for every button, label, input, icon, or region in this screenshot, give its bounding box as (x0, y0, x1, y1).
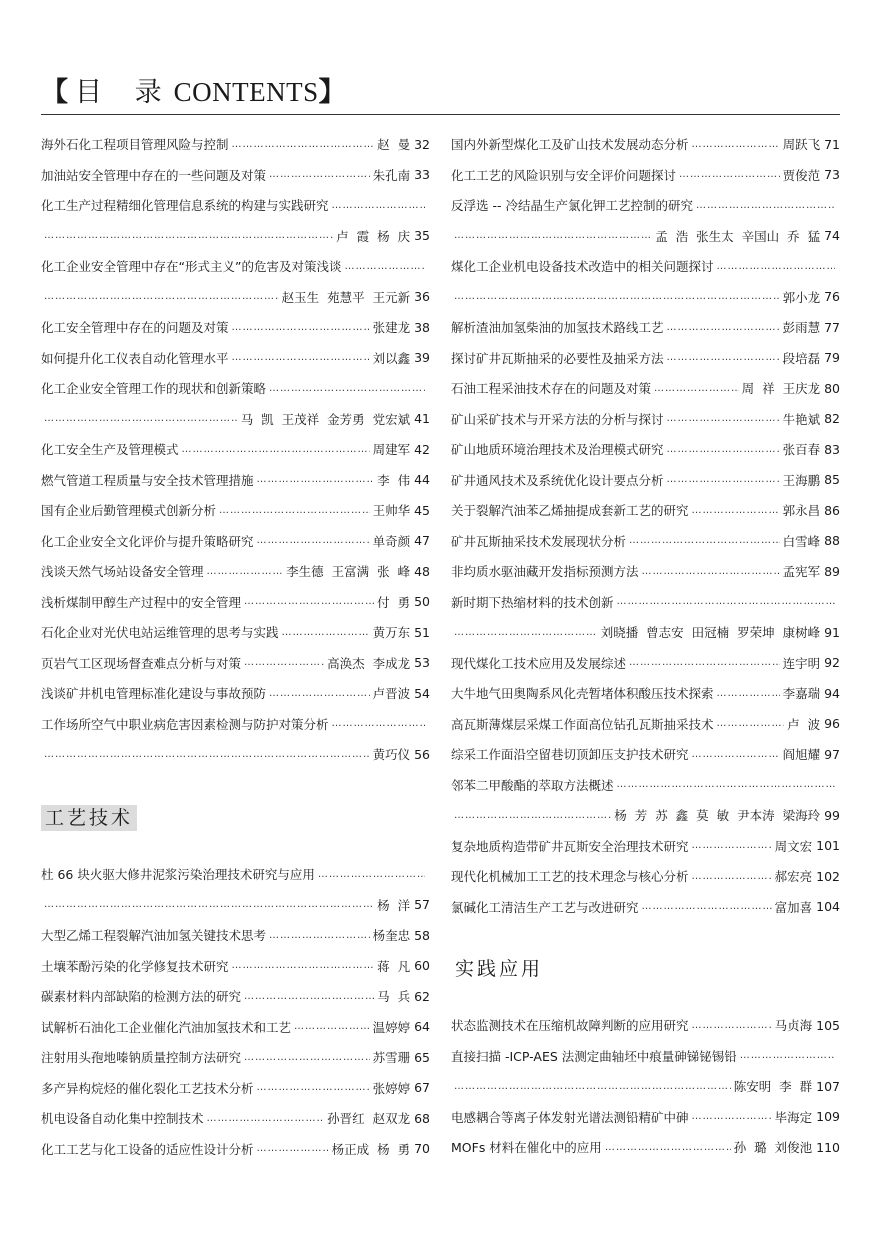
entry-page: 53 (414, 655, 430, 670)
leader-dots (667, 474, 780, 485)
entry-title: 加油站安全管理中存在的一些问题及对策 (41, 167, 267, 183)
toc-entry[interactable] (451, 256, 840, 276)
leader-dots (282, 627, 370, 638)
entry-authors: 王帅华 (372, 503, 411, 518)
entry-authors: 刘晓播 曾志安 田冠楠 罗荣坤 康树峰 (600, 625, 821, 640)
leader-dots (696, 200, 835, 211)
leader-dots (692, 1020, 772, 1031)
leader-dots (257, 1143, 329, 1154)
entry-authors: 苏雪珊 (372, 1050, 411, 1065)
entry-title: 化工工艺与化工设备的适应性设计分析 (41, 1141, 254, 1157)
leader-dots (642, 566, 780, 577)
entry-page: 105 (816, 1017, 840, 1033)
entry-title: 矿山采矿技术与开采方法的分析与探讨 (451, 411, 664, 427)
leader-dots (44, 291, 279, 302)
entry-title: 直接扫描 -ICP-AES 法测定曲轴坯中痕量砷锑铋锡铅 (451, 1048, 737, 1064)
leader-dots (679, 169, 780, 180)
toc-entry[interactable] (451, 470, 840, 490)
leader-dots (182, 444, 370, 455)
entry-page: 51 (414, 624, 430, 640)
entry-title: 大型乙烯工程裂解汽油加氢关键技术思考 (41, 928, 267, 943)
toc-entry[interactable] (41, 895, 430, 915)
entry-page: 54 (414, 685, 430, 701)
entry-title: 反浮选 -- 冷结晶生产氯化钾工艺控制的研究 (451, 198, 693, 213)
entry-authors: 黄巧仪 (372, 747, 411, 762)
entry-authors: 贾俊范 (782, 167, 821, 183)
entry-title: 综采工作面沿空留巷切顶卸压支护技术研究 (451, 747, 689, 762)
entry-title: 碳素材料内部缺陷的检测方法的研究 (41, 989, 242, 1004)
toc-entry[interactable] (41, 500, 430, 520)
entry-authors: 富加喜 (774, 899, 813, 915)
title-bracket-close: 】 (318, 77, 347, 108)
toc-entry[interactable] (41, 1078, 430, 1098)
entry-page: 35 (414, 228, 430, 243)
leader-dots (740, 1050, 835, 1061)
toc-entry[interactable] (41, 986, 430, 1006)
entry-authors: 李生德 王富满 张 峰 (286, 564, 411, 579)
toc-entry[interactable] (41, 165, 430, 185)
leader-dots (269, 930, 370, 941)
entry-authors: 周 祥 王庆龙 (741, 381, 821, 396)
leader-dots (692, 505, 780, 516)
toc-entry[interactable] (451, 134, 840, 154)
entry-title: 关于裂解汽油苯乙烯抽提成套新工艺的研究 (451, 503, 689, 518)
entry-title: 煤化工企业机电设备技术改造中的相关问题探讨 (451, 259, 714, 274)
entry-page: 88 (824, 533, 840, 548)
entry-title: 非均质水驱油藏开发指标预测方法 (451, 564, 639, 579)
entry-authors: 周跃飞 (782, 137, 821, 152)
entry-authors: 高涣杰 李成龙 (327, 655, 411, 671)
entry-title: 燃气管道工程质量与安全技术管理措施 (41, 472, 254, 488)
entry-page: 67 (414, 1080, 430, 1095)
leader-dots (44, 899, 374, 910)
entry-title: 高瓦斯薄煤层采煤工作面高位钻孔瓦斯抽采技术 (451, 716, 714, 732)
toc-entry[interactable] (41, 1017, 430, 1037)
toc-header (41, 68, 840, 115)
toc-entry[interactable] (451, 775, 840, 795)
entry-title: 探讨矿井瓦斯抽采的必要性及抽采方法 (451, 350, 664, 366)
entry-page: 42 (414, 441, 430, 457)
entry-page: 58 (414, 927, 430, 943)
entry-authors: 王海鹏 (782, 472, 821, 488)
entry-authors: 毕海定 (774, 1109, 813, 1125)
entry-authors: 马 兵 (377, 989, 411, 1004)
entry-title: 氯碱化工清洁生产工艺与改进研究 (451, 899, 639, 915)
entry-title: 多产异构烷烃的催化裂化工艺技术分析 (41, 1080, 254, 1096)
leader-dots (692, 139, 780, 150)
entry-authors: 黄万东 (372, 625, 411, 640)
entry-page: 41 (414, 411, 430, 426)
leader-dots (717, 261, 835, 272)
toc-entry[interactable] (451, 1107, 840, 1127)
entry-authors: 孙晋红 赵双龙 (327, 1111, 411, 1126)
leader-dots (244, 596, 374, 607)
entry-page: 94 (824, 685, 840, 701)
page-title (41, 70, 347, 109)
entry-authors: 杨 洋 (377, 897, 411, 913)
leader-dots (44, 230, 333, 241)
toc-entry[interactable] (451, 897, 840, 917)
toc-entry[interactable] (41, 439, 430, 459)
leader-dots (207, 1113, 325, 1124)
leader-dots (629, 535, 780, 546)
entry-authors: 付 勇 (377, 594, 411, 610)
toc-entry[interactable] (41, 531, 430, 551)
toc-entry[interactable] (41, 1047, 430, 1067)
toc-entry[interactable] (451, 683, 840, 703)
entry-title: 化工企业安全文化评价与提升策略研究 (41, 533, 254, 549)
leader-dots (269, 169, 370, 180)
section-heading-gongyi: 工艺技术 (41, 805, 137, 831)
entry-page: 82 (824, 411, 840, 426)
toc-entry[interactable] (41, 287, 430, 307)
entry-authors: 孟宪军 (782, 564, 821, 579)
leader-dots (332, 718, 425, 729)
leader-dots (667, 352, 780, 363)
entry-authors: 朱孔南 (372, 167, 411, 183)
leader-dots (617, 779, 835, 790)
entry-page: 45 (414, 502, 430, 518)
leader-dots (244, 991, 374, 1002)
entry-title: 试解析石油化工企业催化汽油加氢技术和工艺 (41, 1019, 292, 1035)
leader-dots (629, 657, 780, 668)
entry-title: 机电设备自动化集中控制技术 (41, 1111, 204, 1126)
entry-page: 104 (816, 899, 840, 914)
entry-page: 101 (816, 838, 840, 853)
toc-entry[interactable] (41, 1108, 430, 1128)
entry-authors: 杨奎忠 (372, 928, 411, 943)
entry-page: 79 (824, 350, 840, 365)
entry-title: 页岩气工区现场督查难点分析与对策 (41, 655, 242, 671)
toc-entry[interactable] (41, 592, 430, 612)
toc-entry[interactable] (451, 1076, 840, 1096)
entry-page: 71 (824, 136, 840, 152)
leader-dots (44, 749, 370, 760)
toc-entry[interactable] (451, 1046, 840, 1066)
leader-dots (318, 869, 425, 880)
toc-entry[interactable] (451, 836, 840, 856)
leader-dots (667, 413, 780, 424)
leader-dots (605, 1142, 731, 1153)
entry-authors: 杨 芳 苏 鑫 莫 敏 尹本涛 梁海玲 (614, 808, 821, 823)
entry-page: 83 (824, 441, 840, 457)
entry-authors: 李 伟 (377, 472, 411, 488)
leader-dots (454, 1081, 731, 1092)
toc-entry[interactable] (451, 531, 840, 551)
entry-title: 化工企业安全管理中存在“形式主义”的危害及对策浅谈 (41, 259, 342, 274)
toc-entry[interactable] (451, 592, 840, 612)
entry-page: 33 (414, 167, 430, 182)
leader-dots (244, 1052, 370, 1063)
entry-page: 107 (816, 1078, 840, 1094)
toc-entry[interactable] (41, 744, 430, 764)
leader-dots (717, 718, 785, 729)
entry-authors: 马 凯 王茂祥 金芳勇 党宏斌 (240, 411, 411, 427)
entry-authors: 连宇明 (782, 655, 821, 671)
entry-page: 85 (824, 472, 840, 487)
entry-page: 48 (414, 563, 430, 579)
toc-entry[interactable] (451, 165, 840, 185)
entry-authors: 蒋 凡 (377, 958, 411, 974)
leader-dots (244, 657, 324, 668)
entry-page: 109 (816, 1109, 840, 1124)
entry-authors: 周建军 (372, 442, 411, 457)
toc-entry[interactable] (451, 378, 840, 398)
toc-entry[interactable] (451, 287, 840, 307)
entry-title: 如何提升化工仪表自动化管理水平 (41, 350, 229, 366)
entry-page: 56 (414, 746, 430, 762)
toc-entry[interactable] (41, 561, 430, 581)
entry-page: 86 (824, 502, 840, 518)
toc-entry[interactable] (451, 348, 840, 368)
entry-authors: 赵玉生 苑慧平 王元新 (281, 289, 411, 305)
leader-dots (207, 566, 284, 577)
entry-authors: 张婷婷 (372, 1080, 411, 1096)
leader-dots (717, 688, 780, 699)
entry-authors: 孟 浩 张生太 辛国山 乔 猛 (655, 228, 821, 244)
entry-page: 92 (824, 655, 840, 670)
toc-entry[interactable] (451, 561, 840, 581)
toc-entry[interactable] (451, 317, 840, 337)
entry-title: 工作场所空气中职业病危害因素检测与防护对策分析 (41, 716, 329, 732)
leader-dots (667, 444, 780, 455)
entry-title: 解析渣油加氢柴油的加氢技术路线工艺 (451, 320, 664, 335)
toc-entry[interactable] (41, 134, 430, 154)
toc-entry[interactable] (41, 683, 430, 703)
toc-entry[interactable] (451, 439, 840, 459)
entry-title: 状态监测技术在压缩机故障判断的应用研究 (451, 1018, 689, 1033)
toc-entry[interactable] (451, 805, 840, 825)
entry-title: 化工生产过程精细化管理信息系统的构建与实践研究 (41, 198, 329, 213)
entry-title: 土壤苯酚污染的化学修复技术研究 (41, 958, 229, 974)
entry-title: 大牛地气田奥陶系风化壳暂堵体积酸压技术探索 (451, 686, 714, 701)
leader-dots (454, 810, 611, 821)
leader-dots (692, 840, 772, 851)
leader-dots (332, 200, 425, 211)
entry-title: 化工安全生产及管理模式 (41, 442, 179, 457)
entry-page: 60 (414, 958, 430, 973)
entry-title: 国有企业后勤管理模式创新分析 (41, 503, 217, 518)
entry-page: 38 (414, 319, 430, 335)
entry-page: 74 (824, 228, 840, 243)
entry-authors: 马贞海 (774, 1018, 813, 1033)
toc-entry[interactable] (41, 195, 430, 215)
entry-title: 浅析煤制甲醇生产过程中的安全管理 (41, 594, 242, 610)
leader-dots (454, 627, 598, 638)
leader-dots (654, 383, 739, 394)
entry-page: 65 (414, 1049, 430, 1065)
entry-authors: 阎旭耀 (782, 747, 821, 762)
entry-authors: 郝宏亮 (774, 869, 813, 884)
entry-page: 76 (824, 289, 840, 304)
entry-authors: 刘以鑫 (372, 350, 411, 366)
leader-dots (454, 291, 780, 302)
toc-entry[interactable] (451, 714, 840, 734)
leader-dots (454, 230, 652, 241)
entry-page: 96 (824, 716, 840, 731)
leader-dots (219, 505, 370, 516)
entry-title: MOFs 材料在催化中的应用 (451, 1140, 602, 1155)
entry-authors: 段培磊 (782, 350, 821, 366)
entry-page: 36 (414, 289, 430, 304)
toc-entry[interactable] (41, 714, 430, 734)
toc-entry[interactable] (451, 1137, 840, 1157)
entry-authors: 郭小龙 (782, 289, 821, 305)
leader-dots (257, 535, 370, 546)
leader-dots (692, 1111, 772, 1122)
entry-title: 化工企业安全管理工作的现状和创新策略 (41, 381, 267, 396)
toc-entry[interactable] (451, 226, 840, 246)
leader-dots (692, 871, 772, 882)
toc-entry[interactable] (41, 1139, 430, 1159)
toc-entry[interactable] (41, 409, 430, 429)
entry-authors: 白雪峰 (782, 533, 821, 549)
entry-page: 97 (824, 746, 840, 762)
toc-entry[interactable] (451, 653, 840, 673)
entry-authors: 张百春 (782, 442, 821, 457)
leader-dots (232, 322, 370, 333)
entry-title: 海外石化工程项目管理风险与控制 (41, 137, 229, 152)
entry-authors: 郭永昌 (782, 503, 821, 518)
leader-dots (232, 352, 370, 363)
entry-authors: 孙 璐 刘俊池 (733, 1140, 813, 1155)
entry-page: 102 (816, 868, 840, 884)
entry-title: 化工安全管理中存在的问题及对策 (41, 320, 229, 335)
entry-page: 47 (414, 533, 430, 548)
toc-entry[interactable] (41, 226, 430, 246)
entry-title: 注射用头孢地嗪钠质量控制方法研究 (41, 1050, 242, 1065)
entry-title: 浅谈天然气场站设备安全管理 (41, 564, 204, 579)
leader-dots (257, 1082, 370, 1093)
leader-dots (257, 474, 375, 485)
section-heading-shijian: 实践应用 (451, 956, 547, 982)
toc-entry[interactable] (41, 348, 430, 368)
entry-title: 石化企业对光伏电站运维管理的思考与实践 (41, 625, 279, 640)
entry-title: 浅谈矿井机电管理标准化建设与事故预防 (41, 686, 267, 701)
leader-dots (232, 139, 375, 150)
entry-authors: 张建龙 (372, 320, 411, 335)
entry-title: 电感耦合等离子体发射光谱法测铅精矿中砷 (451, 1109, 689, 1125)
entry-page: 32 (414, 136, 430, 152)
toc-entry[interactable] (41, 256, 430, 276)
entry-authors: 杨正成 杨 勇 (331, 1141, 411, 1157)
toc-entry[interactable] (451, 409, 840, 429)
entry-page: 64 (414, 1019, 430, 1034)
toc-entry[interactable] (41, 317, 430, 337)
entry-title: 石油工程采油技术存在的问题及对策 (451, 381, 652, 396)
toc-entry[interactable] (41, 925, 430, 945)
entry-authors: 李嘉瑞 (782, 686, 821, 701)
leader-dots (232, 960, 375, 971)
title-bracket-open: 【 (41, 77, 69, 108)
toc-entry[interactable] (41, 864, 430, 884)
entry-page: 110 (816, 1139, 840, 1155)
entry-page: 68 (414, 1110, 430, 1126)
entry-page: 50 (414, 594, 430, 609)
toc-entry[interactable] (451, 195, 840, 215)
entry-authors: 彭雨慧 (782, 320, 821, 335)
entry-page: 62 (414, 988, 430, 1004)
entry-title: 新时期下热缩材料的技术创新 (451, 594, 614, 610)
entry-page: 80 (824, 380, 840, 396)
entry-page: 39 (414, 350, 430, 365)
entry-page: 91 (824, 624, 840, 640)
entry-page: 99 (824, 807, 840, 823)
entry-title: 邻苯二甲酸酯的萃取方法概述 (451, 777, 614, 793)
entry-authors: 卢晋波 (372, 686, 411, 701)
entry-title: 化工工艺的风险识别与安全评价问题探讨 (451, 167, 677, 183)
title-en: CONTENTS (173, 77, 319, 107)
entry-authors: 陈安明 李 群 (733, 1079, 813, 1094)
entry-title: 杜 66 块火驱大修井泥浆污染治理技术研究与应用 (41, 867, 315, 882)
entry-page: 70 (414, 1141, 430, 1156)
entry-page: 89 (824, 563, 840, 579)
title-cn: 目 录 (75, 77, 174, 108)
leader-dots (44, 413, 238, 424)
leader-dots (344, 261, 425, 272)
entry-title: 现代煤化工技术应用及发展综述 (451, 655, 627, 671)
entry-page: 73 (824, 167, 840, 182)
entry-title: 复杂地质构造带矿井瓦斯安全治理技术研究 (451, 838, 689, 854)
leader-dots (617, 596, 835, 607)
leader-dots (269, 383, 425, 394)
entry-authors: 周文宏 (774, 838, 813, 854)
entry-title: 现代化机械加工工艺的技术理念与核心分析 (451, 869, 689, 884)
toc-entry[interactable] (41, 622, 430, 642)
toc-entry[interactable] (451, 744, 840, 764)
entry-authors: 卢 霞 杨 庆 (336, 228, 411, 244)
entry-page: 57 (414, 897, 430, 912)
toc-entry[interactable] (41, 956, 430, 976)
leader-dots (692, 749, 780, 760)
entry-authors: 赵 曼 (377, 137, 411, 152)
toc-entry[interactable] (451, 622, 840, 642)
leader-dots (269, 688, 370, 699)
entry-page: 77 (824, 319, 840, 335)
entry-authors: 牛艳斌 (782, 411, 821, 427)
toc-entry[interactable] (41, 378, 430, 398)
entry-authors: 卢 波 (787, 716, 821, 732)
toc-entry[interactable] (451, 866, 840, 886)
leader-dots (294, 1021, 370, 1032)
toc-entry[interactable] (41, 470, 430, 490)
entry-title: 矿井通风技术及系统优化设计要点分析 (451, 472, 664, 488)
entry-title: 矿井瓦斯抽采技术发展现状分析 (451, 533, 627, 549)
toc-entry[interactable] (451, 500, 840, 520)
entry-title: 国内外新型煤化工及矿山技术发展动态分析 (451, 137, 689, 152)
toc-entry[interactable] (451, 1015, 840, 1035)
toc-entry[interactable] (41, 653, 430, 673)
leader-dots (642, 901, 772, 912)
entry-authors: 温婷婷 (372, 1019, 411, 1035)
leader-dots (667, 322, 780, 333)
entry-title: 矿山地质环境治理技术及治理模式研究 (451, 442, 664, 457)
entry-authors: 单奇颜 (372, 533, 411, 549)
entry-page: 44 (414, 472, 430, 487)
